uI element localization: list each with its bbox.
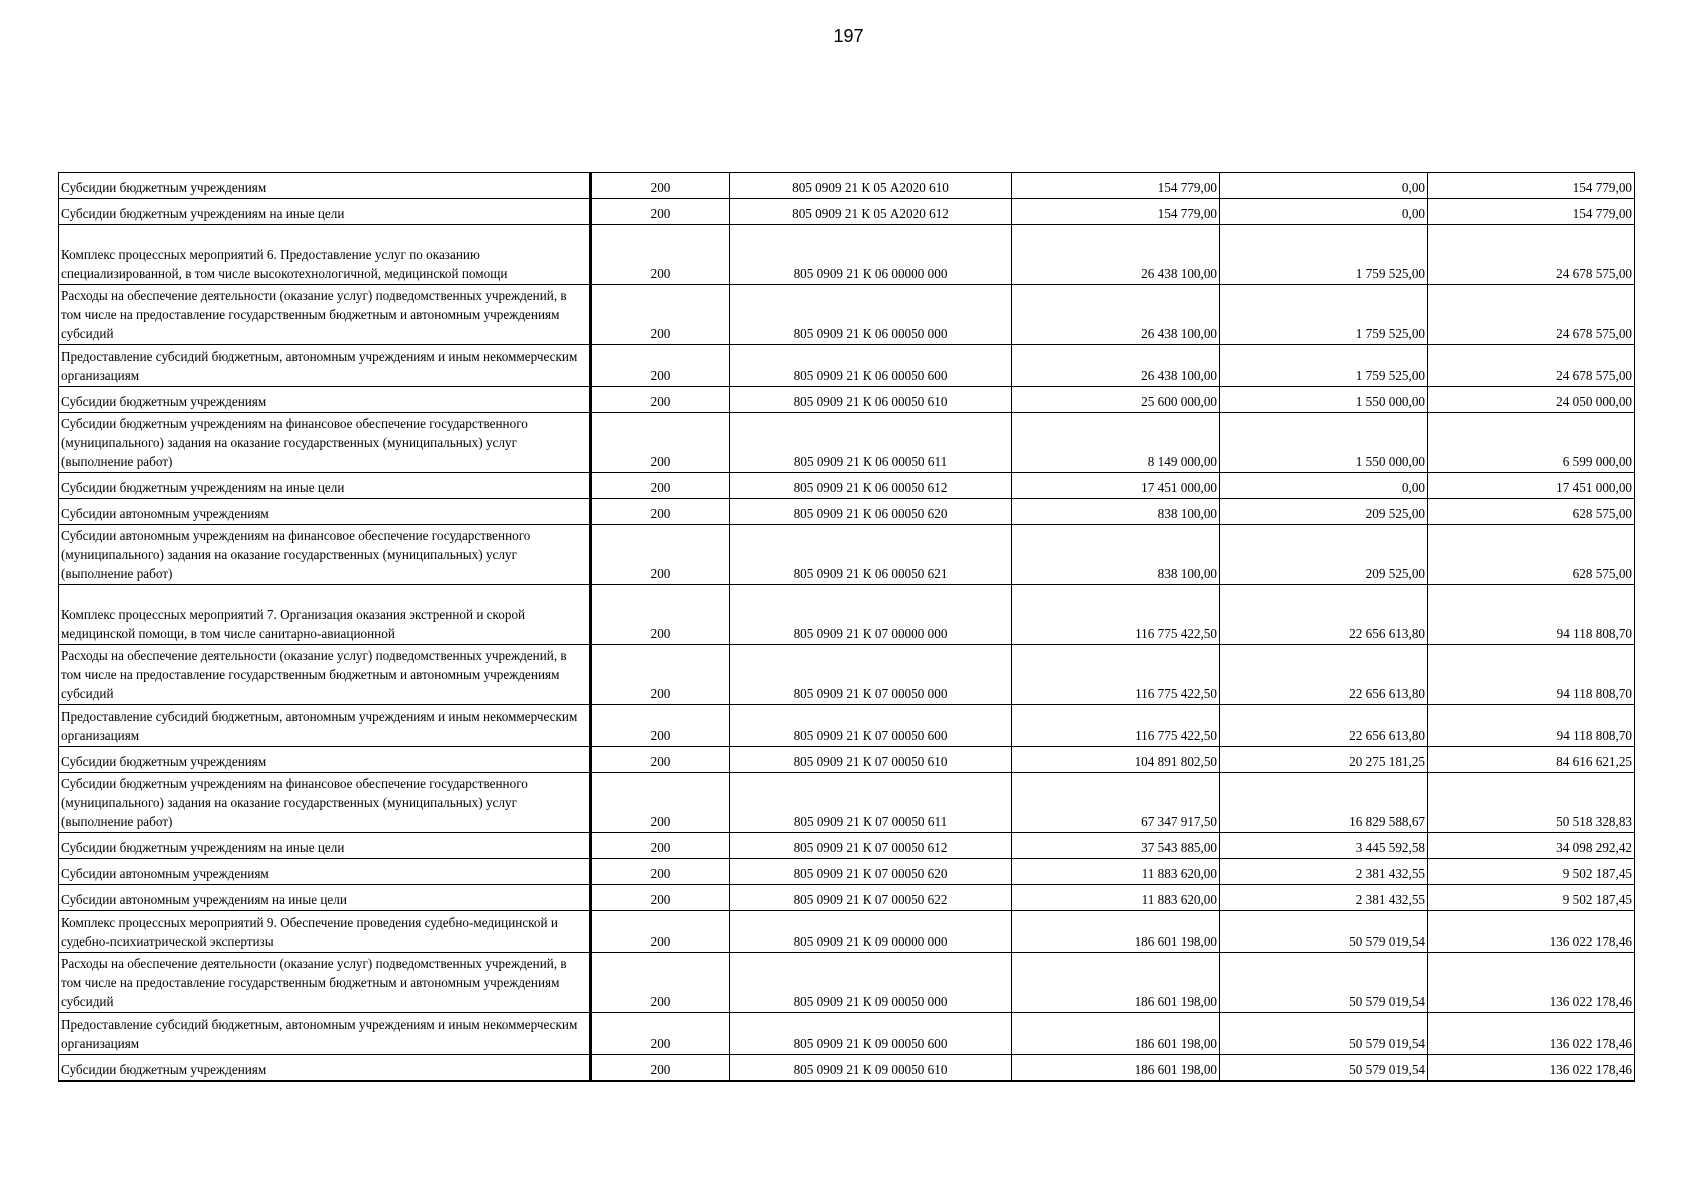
row-kbk-cell: [730, 387, 1012, 413]
row-remaining-text: 84 616 621,25: [1556, 754, 1632, 769]
row-executed-cell: [1220, 911, 1428, 953]
row-executed-cell: [1220, 387, 1428, 413]
row-remaining-cell: [1428, 705, 1635, 747]
row-remaining-cell: [1428, 285, 1635, 345]
row-executed-text: 1 550 000,00: [1355, 454, 1425, 469]
row-code-cell: [591, 833, 730, 859]
row-executed-cell: [1220, 645, 1428, 705]
row-remaining-cell: [1428, 833, 1635, 859]
row-name-text: Субсидии автономным учреждениям: [61, 866, 269, 881]
row-remaining-cell: [1428, 953, 1635, 1013]
row-approved-cell: [1012, 585, 1220, 645]
row-executed-text: 22 656 613,80: [1349, 728, 1425, 743]
row-code-cell: [591, 585, 730, 645]
row-name-cell: [59, 473, 591, 499]
row-remaining-text: 154 779,00: [1572, 206, 1632, 221]
table-row: [59, 199, 1635, 225]
row-code-cell: [591, 285, 730, 345]
row-code-text: 200: [650, 866, 671, 881]
row-remaining-cell: [1428, 773, 1635, 833]
row-name-text: Субсидии автономным учреждениям на финансовое обеспечение государственного (муниципального) задания на оказание государственных (муниципальных) услуг (выполнение работ): [61, 528, 531, 581]
row-remaining-cell: [1428, 413, 1635, 473]
row-code-cell: [591, 747, 730, 773]
row-kbk-text: 805 0909 21 К 06 00050 612: [793, 480, 948, 495]
row-executed-text: 0,00: [1401, 480, 1425, 495]
row-code-text: 200: [650, 814, 671, 829]
row-executed-text: 3 445 592,58: [1355, 840, 1425, 855]
row-approved-cell: [1012, 833, 1220, 859]
row-name-text: Расходы на обеспечение деятельности (оказание услуг) подведомственных учреждений, в том числе на предоставление государственным бюджетным и автономным учреждениям субсидий: [61, 956, 567, 1009]
row-code-text: 200: [650, 892, 671, 907]
row-executed-text: 1 759 525,00: [1355, 266, 1425, 281]
row-approved-text: 67 347 917,50: [1141, 814, 1217, 829]
row-executed-cell: [1220, 499, 1428, 525]
row-executed-text: 1 550 000,00: [1355, 394, 1425, 409]
row-name-cell: [59, 1055, 591, 1081]
row-approved-text: 186 601 198,00: [1134, 1036, 1217, 1051]
row-approved-cell: [1012, 859, 1220, 885]
row-approved-cell: [1012, 1013, 1220, 1055]
row-name-text: Комплекс процессных мероприятий 9. Обеспечение проведения судебно-медицинской и судебно-психиатрической экспертизы: [61, 915, 558, 949]
table-row: [59, 413, 1635, 473]
row-code-text: 200: [650, 454, 671, 469]
row-name-cell: [59, 773, 591, 833]
row-kbk-cell: [730, 173, 1012, 199]
row-remaining-cell: [1428, 645, 1635, 705]
row-kbk-cell: [730, 413, 1012, 473]
table-row: [59, 911, 1635, 953]
row-executed-cell: [1220, 413, 1428, 473]
row-executed-cell: [1220, 199, 1428, 225]
row-code-cell: [591, 1013, 730, 1055]
row-executed-text: 50 579 019,54: [1349, 1061, 1425, 1077]
row-approved-text: 838 100,00: [1157, 506, 1217, 521]
row-approved-text: 154 779,00: [1157, 180, 1217, 195]
row-code-cell: [591, 859, 730, 885]
row-approved-cell: [1012, 473, 1220, 499]
table-body: [59, 173, 1635, 1081]
row-kbk-cell: [730, 645, 1012, 705]
row-code-text: 200: [650, 626, 671, 641]
row-kbk-cell: [730, 285, 1012, 345]
row-executed-cell: [1220, 885, 1428, 911]
row-approved-cell: [1012, 285, 1220, 345]
row-remaining-text: 94 118 808,70: [1556, 626, 1632, 641]
row-code-cell: [591, 773, 730, 833]
row-approved-text: 838 100,00: [1157, 566, 1217, 581]
row-name-text: Комплекс процессных мероприятий 7. Организация оказания экстренной и скорой медицинской помощи, в том числе санитарно-авиационной: [61, 607, 526, 641]
row-name-text: Субсидии бюджетным учреждениям: [61, 180, 267, 195]
row-approved-text: 11 883 620,00: [1141, 892, 1217, 907]
row-executed-text: 50 579 019,54: [1349, 994, 1425, 1009]
row-remaining-text: 94 118 808,70: [1556, 728, 1632, 743]
row-name-text: Предоставление субсидий бюджетным, автономным учреждениям и иным некоммерческим организациям: [61, 349, 578, 383]
row-code-cell: [591, 645, 730, 705]
row-kbk-text: 805 0909 21 К 07 00000 000: [793, 626, 948, 641]
row-kbk-text: 805 0909 21 К 07 00050 622: [793, 892, 948, 907]
row-kbk-text: 805 0909 21 К 09 00050 000: [793, 994, 948, 1009]
table-row: [59, 859, 1635, 885]
row-kbk-text: 805 0909 21 К 06 00050 620: [793, 506, 948, 521]
row-remaining-cell: [1428, 1013, 1635, 1055]
row-executed-cell: [1220, 859, 1428, 885]
row-remaining-cell: [1428, 525, 1635, 585]
row-code-text: 200: [650, 566, 671, 581]
row-remaining-text: 628 575,00: [1572, 506, 1632, 521]
row-kbk-text: 805 0909 21 К 07 00050 612: [793, 840, 948, 855]
row-executed-cell: [1220, 705, 1428, 747]
table-row: [59, 1013, 1635, 1055]
row-kbk-cell: [730, 199, 1012, 225]
row-kbk-text: 805 0909 21 К 06 00050 600: [793, 368, 948, 383]
row-kbk-cell: [730, 833, 1012, 859]
row-name-text: Субсидии бюджетным учреждениям на финансовое обеспечение государственного (муниципального) задания на оказание государственных (муниципальных) услуг (выполнение работ): [61, 776, 528, 829]
row-name-text: Предоставление субсидий бюджетным, автономным учреждениям и иным некоммерческим организациям: [61, 1017, 578, 1051]
row-code-text: 200: [650, 206, 671, 221]
row-kbk-cell: [730, 225, 1012, 285]
table-row: [59, 173, 1635, 199]
row-approved-text: 186 601 198,00: [1134, 934, 1217, 949]
row-remaining-text: 24 678 575,00: [1556, 326, 1632, 341]
row-remaining-text: 24 678 575,00: [1556, 368, 1632, 383]
row-executed-text: 16 829 588,67: [1349, 814, 1425, 829]
row-executed-cell: [1220, 953, 1428, 1013]
row-executed-cell: [1220, 525, 1428, 585]
row-kbk-text: 805 0909 21 К 07 00050 611: [793, 814, 948, 829]
row-name-cell: [59, 747, 591, 773]
row-approved-cell: [1012, 1055, 1220, 1081]
row-name-cell: [59, 387, 591, 413]
row-approved-cell: [1012, 413, 1220, 473]
row-approved-cell: [1012, 345, 1220, 387]
row-executed-text: 2 381 432,55: [1355, 866, 1425, 881]
table-row: [59, 525, 1635, 585]
row-kbk-text: 805 0909 21 К 09 00000 000: [793, 934, 948, 949]
row-name-text: Субсидии автономным учреждениям: [61, 506, 269, 521]
table-row: [59, 705, 1635, 747]
row-name-cell: [59, 859, 591, 885]
row-executed-cell: [1220, 585, 1428, 645]
row-code-cell: [591, 705, 730, 747]
row-name-cell: [59, 499, 591, 525]
row-approved-text: 104 891 802,50: [1134, 754, 1217, 769]
row-remaining-text: 24 678 575,00: [1556, 266, 1632, 281]
row-executed-cell: [1220, 1055, 1428, 1081]
row-approved-text: 11 883 620,00: [1141, 866, 1217, 881]
row-kbk-text: 805 0909 21 К 07 00050 000: [793, 686, 948, 701]
row-approved-cell: [1012, 911, 1220, 953]
row-remaining-cell: [1428, 885, 1635, 911]
row-kbk-text: 805 0909 21 К 05 А2020 612: [792, 206, 949, 221]
row-name-text: Субсидии бюджетным учреждениям: [61, 394, 267, 409]
row-remaining-cell: [1428, 345, 1635, 387]
row-approved-text: 26 438 100,00: [1141, 266, 1217, 281]
row-kbk-text: 805 0909 21 К 07 00050 600: [793, 728, 948, 743]
row-executed-text: 0,00: [1401, 206, 1425, 221]
row-approved-cell: [1012, 499, 1220, 525]
row-executed-cell: [1220, 1013, 1428, 1055]
row-remaining-cell: [1428, 911, 1635, 953]
row-code-cell: [591, 413, 730, 473]
row-approved-text: 116 775 422,50: [1135, 686, 1217, 701]
row-kbk-cell: [730, 1013, 1012, 1055]
row-name-text: Субсидии бюджетным учреждениям на иные цели: [61, 206, 345, 221]
row-kbk-text: 805 0909 21 К 09 00050 610: [793, 1061, 948, 1077]
row-approved-text: 154 779,00: [1157, 206, 1217, 221]
row-approved-text: 37 543 885,00: [1141, 840, 1217, 855]
row-code-text: 200: [650, 180, 671, 195]
row-approved-cell: [1012, 747, 1220, 773]
table-row: [59, 225, 1635, 285]
row-remaining-text: 136 022 178,46: [1549, 1036, 1632, 1051]
row-remaining-cell: [1428, 499, 1635, 525]
row-approved-cell: [1012, 225, 1220, 285]
row-code-cell: [591, 911, 730, 953]
row-name-text: Предоставление субсидий бюджетным, автономным учреждениям и иным некоммерческим организациям: [61, 709, 578, 743]
row-kbk-cell: [730, 473, 1012, 499]
row-remaining-cell: [1428, 199, 1635, 225]
row-approved-text: 26 438 100,00: [1141, 326, 1217, 341]
row-kbk-cell: [730, 1055, 1012, 1081]
row-kbk-cell: [730, 345, 1012, 387]
row-code-text: 200: [650, 994, 671, 1009]
row-remaining-cell: [1428, 225, 1635, 285]
row-name-cell: [59, 173, 591, 199]
row-name-cell: [59, 885, 591, 911]
row-executed-text: 50 579 019,54: [1349, 934, 1425, 949]
row-approved-cell: [1012, 199, 1220, 225]
row-kbk-text: 805 0909 21 К 06 00050 611: [793, 454, 948, 469]
table-row: [59, 953, 1635, 1013]
row-executed-text: 0,00: [1401, 180, 1425, 195]
row-name-text: Субсидии бюджетным учреждениям: [61, 754, 267, 769]
row-code-text: 200: [650, 506, 671, 521]
row-kbk-cell: [730, 773, 1012, 833]
row-code-cell: [591, 1055, 730, 1081]
row-remaining-cell: [1428, 747, 1635, 773]
row-code-text: 200: [650, 840, 671, 855]
row-name-cell: [59, 525, 591, 585]
row-code-cell: [591, 387, 730, 413]
row-kbk-cell: [730, 747, 1012, 773]
row-name-cell: [59, 645, 591, 705]
row-name-text: Субсидии бюджетным учреждениям: [61, 1061, 267, 1077]
row-executed-cell: [1220, 473, 1428, 499]
row-kbk-cell: [730, 911, 1012, 953]
row-code-text: 200: [650, 394, 671, 409]
row-kbk-cell: [730, 885, 1012, 911]
row-name-cell: [59, 911, 591, 953]
row-kbk-cell: [730, 705, 1012, 747]
row-kbk-text: 805 0909 21 К 09 00050 600: [793, 1036, 948, 1051]
row-code-cell: [591, 173, 730, 199]
table-row: [59, 885, 1635, 911]
row-executed-cell: [1220, 285, 1428, 345]
row-code-cell: [591, 499, 730, 525]
budget-execution-table: [58, 172, 1635, 1082]
row-code-cell: [591, 199, 730, 225]
row-code-text: 200: [650, 266, 671, 281]
row-executed-text: 209 525,00: [1365, 506, 1425, 521]
table-row: [59, 499, 1635, 525]
row-executed-text: 1 759 525,00: [1355, 326, 1425, 341]
row-code-text: 200: [650, 754, 671, 769]
table-row: [59, 387, 1635, 413]
row-code-text: 200: [650, 1036, 671, 1051]
row-approved-text: 186 601 198,00: [1134, 994, 1217, 1009]
row-code-text: 200: [650, 368, 671, 383]
table-row: [59, 285, 1635, 345]
row-remaining-cell: [1428, 473, 1635, 499]
row-approved-cell: [1012, 387, 1220, 413]
row-approved-cell: [1012, 705, 1220, 747]
row-name-cell: [59, 833, 591, 859]
row-approved-cell: [1012, 773, 1220, 833]
row-name-text: Комплекс процессных мероприятий 6. Предоставление услуг по оказанию специализированной, в том числе высокотехнологичной, медицинской помощи: [61, 247, 508, 281]
row-executed-cell: [1220, 173, 1428, 199]
row-name-text: Расходы на обеспечение деятельности (оказание услуг) подведомственных учреждений, в том числе на предоставление государственным бюджетным и автономным учреждениям субсидий: [61, 648, 567, 701]
row-approved-text: 8 149 000,00: [1147, 454, 1217, 469]
row-code-cell: [591, 225, 730, 285]
row-code-text: 200: [650, 686, 671, 701]
row-remaining-text: 6 599 000,00: [1562, 454, 1632, 469]
row-kbk-text: 805 0909 21 К 06 00050 000: [793, 326, 948, 341]
row-approved-cell: [1012, 645, 1220, 705]
row-code-cell: [591, 345, 730, 387]
row-executed-text: 50 579 019,54: [1349, 1036, 1425, 1051]
row-remaining-text: 9 502 187,45: [1562, 866, 1632, 881]
row-code-cell: [591, 953, 730, 1013]
row-remaining-text: 34 098 292,42: [1556, 840, 1632, 855]
row-name-text: Субсидии бюджетным учреждениям на финансовое обеспечение государственного (муниципального) задания на оказание государственных (муниципальных) услуг (выполнение работ): [61, 416, 528, 469]
row-kbk-text: 805 0909 21 К 05 А2020 610: [792, 180, 949, 195]
table-row: [59, 773, 1635, 833]
row-executed-cell: [1220, 747, 1428, 773]
table-row: [59, 1055, 1635, 1081]
row-name-cell: [59, 1013, 591, 1055]
row-approved-text: 25 600 000,00: [1141, 394, 1217, 409]
row-approved-cell: [1012, 173, 1220, 199]
table-row: [59, 345, 1635, 387]
row-code-text: 200: [650, 480, 671, 495]
row-approved-cell: [1012, 525, 1220, 585]
row-kbk-cell: [730, 585, 1012, 645]
row-executed-text: 22 656 613,80: [1349, 686, 1425, 701]
row-code-cell: [591, 473, 730, 499]
row-remaining-cell: [1428, 585, 1635, 645]
row-approved-text: 186 601 198,00: [1134, 1061, 1217, 1077]
row-name-text: Субсидии бюджетным учреждениям на иные цели: [61, 480, 345, 495]
row-kbk-cell: [730, 499, 1012, 525]
row-name-cell: [59, 225, 591, 285]
row-name-cell: [59, 285, 591, 345]
row-executed-text: 209 525,00: [1365, 566, 1425, 581]
row-name-cell: [59, 345, 591, 387]
row-kbk-text: 805 0909 21 К 07 00050 620: [793, 866, 948, 881]
row-name-cell: [59, 585, 591, 645]
row-name-text: Расходы на обеспечение деятельности (оказание услуг) подведомственных учреждений, в том числе на предоставление государственным бюджетным и автономным учреждениям субсидий: [61, 288, 567, 341]
row-code-text: 200: [650, 326, 671, 341]
row-remaining-text: 136 022 178,46: [1549, 994, 1632, 1009]
table-row: [59, 645, 1635, 705]
table-row: [59, 585, 1635, 645]
row-kbk-text: 805 0909 21 К 06 00000 000: [793, 266, 948, 281]
row-remaining-text: 136 022 178,46: [1549, 934, 1632, 949]
row-executed-cell: [1220, 833, 1428, 859]
row-approved-text: 116 775 422,50: [1135, 728, 1217, 743]
row-code-cell: [591, 525, 730, 585]
page-number: 197: [833, 26, 864, 46]
row-remaining-text: 24 050 000,00: [1556, 394, 1632, 409]
row-approved-text: 26 438 100,00: [1141, 368, 1217, 383]
row-approved-text: 17 451 000,00: [1141, 480, 1217, 495]
row-remaining-text: 94 118 808,70: [1556, 686, 1632, 701]
table-row: [59, 747, 1635, 773]
row-kbk-cell: [730, 859, 1012, 885]
row-name-cell: [59, 199, 591, 225]
row-name-text: Субсидии бюджетным учреждениям на иные цели: [61, 840, 345, 855]
row-kbk-text: 805 0909 21 К 06 00050 610: [793, 394, 948, 409]
row-code-text: 200: [650, 728, 671, 743]
row-code-text: 200: [650, 1061, 671, 1077]
row-remaining-text: 50 518 328,83: [1556, 814, 1632, 829]
row-approved-text: 116 775 422,50: [1135, 626, 1217, 641]
row-name-cell: [59, 705, 591, 747]
row-code-text: 200: [650, 934, 671, 949]
row-remaining-text: 628 575,00: [1572, 566, 1632, 581]
row-remaining-cell: [1428, 859, 1635, 885]
row-name-cell: [59, 413, 591, 473]
row-approved-cell: [1012, 953, 1220, 1013]
row-name-cell: [59, 953, 591, 1013]
row-kbk-cell: [730, 953, 1012, 1013]
table-row: [59, 473, 1635, 499]
row-executed-cell: [1220, 225, 1428, 285]
row-approved-cell: [1012, 885, 1220, 911]
row-executed-text: 1 759 525,00: [1355, 368, 1425, 383]
row-remaining-cell: [1428, 1055, 1635, 1081]
row-remaining-cell: [1428, 387, 1635, 413]
row-executed-cell: [1220, 345, 1428, 387]
row-executed-text: 22 656 613,80: [1349, 626, 1425, 641]
row-name-text: Субсидии автономным учреждениям на иные цели: [61, 892, 347, 907]
row-executed-text: 20 275 181,25: [1349, 754, 1425, 769]
row-kbk-text: 805 0909 21 К 06 00050 621: [793, 566, 948, 581]
row-executed-text: 2 381 432,55: [1355, 892, 1425, 907]
row-remaining-text: 136 022 178,46: [1549, 1061, 1632, 1077]
row-remaining-text: 154 779,00: [1572, 180, 1632, 195]
row-kbk-text: 805 0909 21 К 07 00050 610: [793, 754, 948, 769]
row-remaining-text: 17 451 000,00: [1556, 480, 1632, 495]
table-row: [59, 833, 1635, 859]
row-kbk-cell: [730, 525, 1012, 585]
row-remaining-cell: [1428, 173, 1635, 199]
row-code-cell: [591, 885, 730, 911]
row-remaining-text: 9 502 187,45: [1562, 892, 1632, 907]
row-executed-cell: [1220, 773, 1428, 833]
